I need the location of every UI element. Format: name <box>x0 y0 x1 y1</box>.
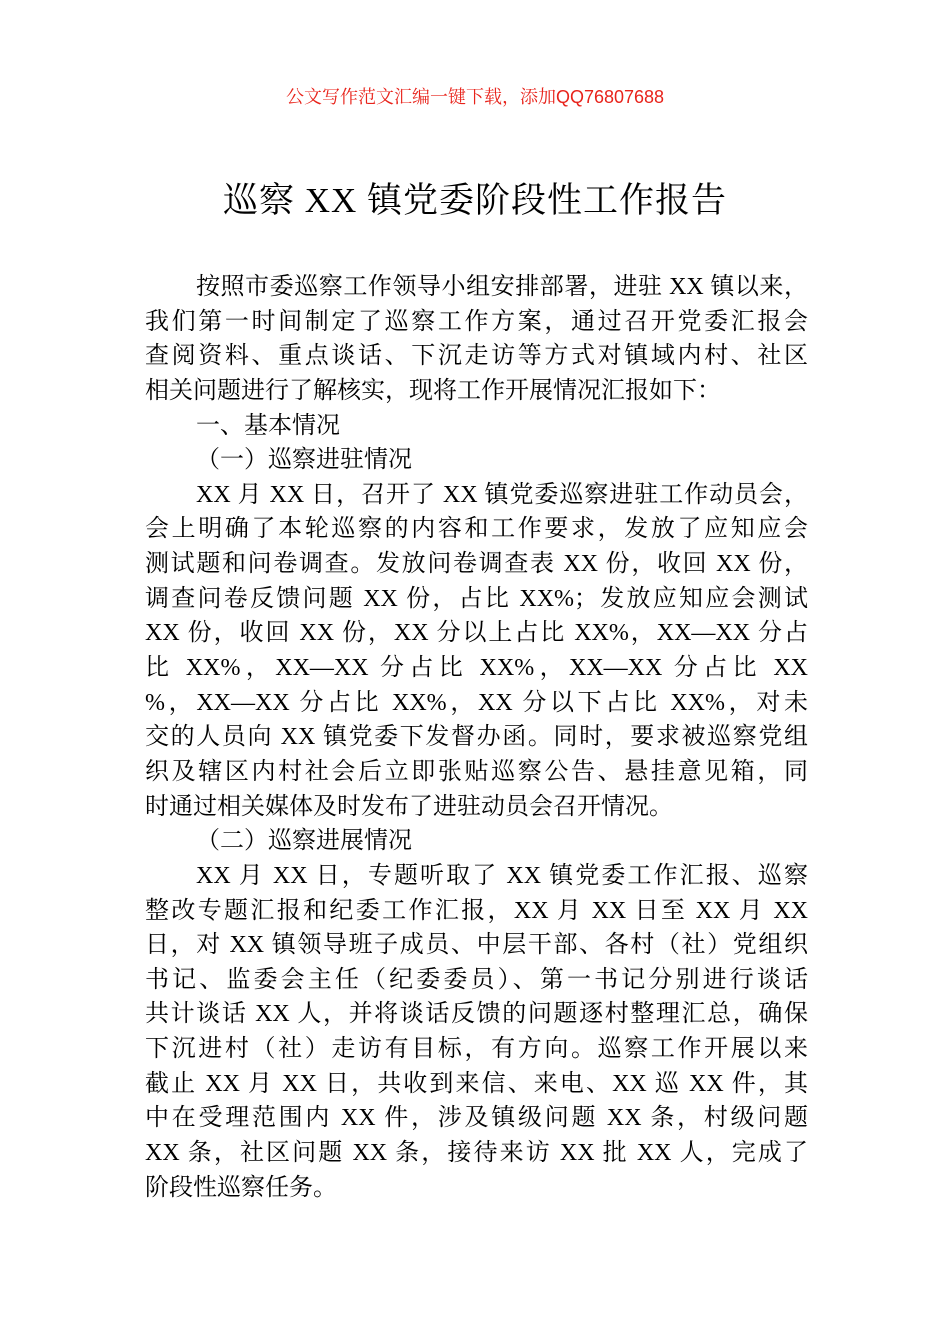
text-line: （一）巡察进驻情况 <box>196 447 412 474</box>
section-heading <box>145 409 808 444</box>
download-banner: 公文写作范文汇编一键下载，添加QQ76807688 <box>285 87 665 107</box>
text-line: 我们第一时间制定了巡察工作方案，通过召开党委汇报会 <box>145 308 808 335</box>
text-line: 整改专题汇报和纪委工作汇报，XX 月 XX 日至 XX 月 XX <box>145 897 808 924</box>
document-title: 巡察 XX 镇党委阶段性工作报告 <box>222 181 728 220</box>
text-line: XX 月 XX 日，召开了 XX 镇党委巡察进驻工作动员会， <box>196 481 808 508</box>
paragraph <box>145 270 808 409</box>
text-line: XX 条，社区问题 XX 条，接待来访 XX 批 XX 人，完成了 <box>145 1140 808 1167</box>
text-line: 按照市委巡察工作领导小组安排部署，进驻 XX 镇以来， <box>196 274 808 300</box>
text-line: 中在受理范围内 XX 件，涉及镇级问题 XX 条，村级问题 <box>145 1105 808 1132</box>
text-line: （二）巡察进展情况 <box>196 828 412 855</box>
text-line: 共计谈话 XX 人，并将谈话反馈的问题逐村整理汇总，确保 <box>145 1001 808 1028</box>
text-line: 日，对 XX 镇领导班子成员、中层干部、各村（社）党组织 <box>145 932 808 959</box>
paragraph <box>145 859 808 1205</box>
document-body <box>145 270 808 1205</box>
text-line: 查阅资料、重点谈话、下沉走访等方式对镇域内村、社区 <box>145 343 808 370</box>
text-line: 相关问题进行了解核实，现将工作开展情况汇报如下： <box>145 377 721 404</box>
text-line: XX 份，收回 XX 份，XX 分以上占比 XX%，XX—XX 分占 <box>145 620 808 647</box>
text-line: 时通过相关媒体及时发布了进驻动员会召开情况。 <box>145 793 673 820</box>
text-line: 织及辖区内村社会后立即张贴巡察公告、悬挂意见箱，同 <box>145 758 808 785</box>
text-line: %，XX—XX 分占比 XX%，XX 分以下占比 XX%，对未 <box>145 689 808 716</box>
section-heading <box>145 824 808 859</box>
text-line: 书记、监委会主任（纪委委员）、第一书记分别进行谈话 <box>145 966 808 993</box>
text-line: 下沉进村（社）走访有目标，有方向。巡察工作开展以来 <box>145 1036 808 1063</box>
text-line: 调查问卷反馈问题 XX 份，占比 XX%；发放应知应会测试 <box>145 585 808 612</box>
text-line: 一、基本情况 <box>196 412 340 439</box>
section-heading <box>145 443 808 478</box>
text-line: 比 XX%，XX—XX 分占比 XX%，XX—XX 分占比 XX <box>145 655 808 682</box>
text-line: 截止 XX 月 XX 日，共收到来信、来电、XX 巡 XX 件，其 <box>145 1070 808 1097</box>
paragraph <box>145 478 808 824</box>
text-line: XX 月 XX 日，专题听取了 XX 镇党委工作汇报、巡察 <box>196 862 808 889</box>
text-line: 阶段性巡察任务。 <box>145 1174 337 1201</box>
text-line: 会上明确了本轮巡察的内容和工作要求，发放了应知应会 <box>145 516 808 543</box>
text-line: 测试题和问卷调查。发放问卷调查表 XX 份，收回 XX 份， <box>145 551 808 578</box>
text-line: 交的人员向 XX 镇党委下发督办函。同时，要求被巡察党组 <box>145 724 808 751</box>
